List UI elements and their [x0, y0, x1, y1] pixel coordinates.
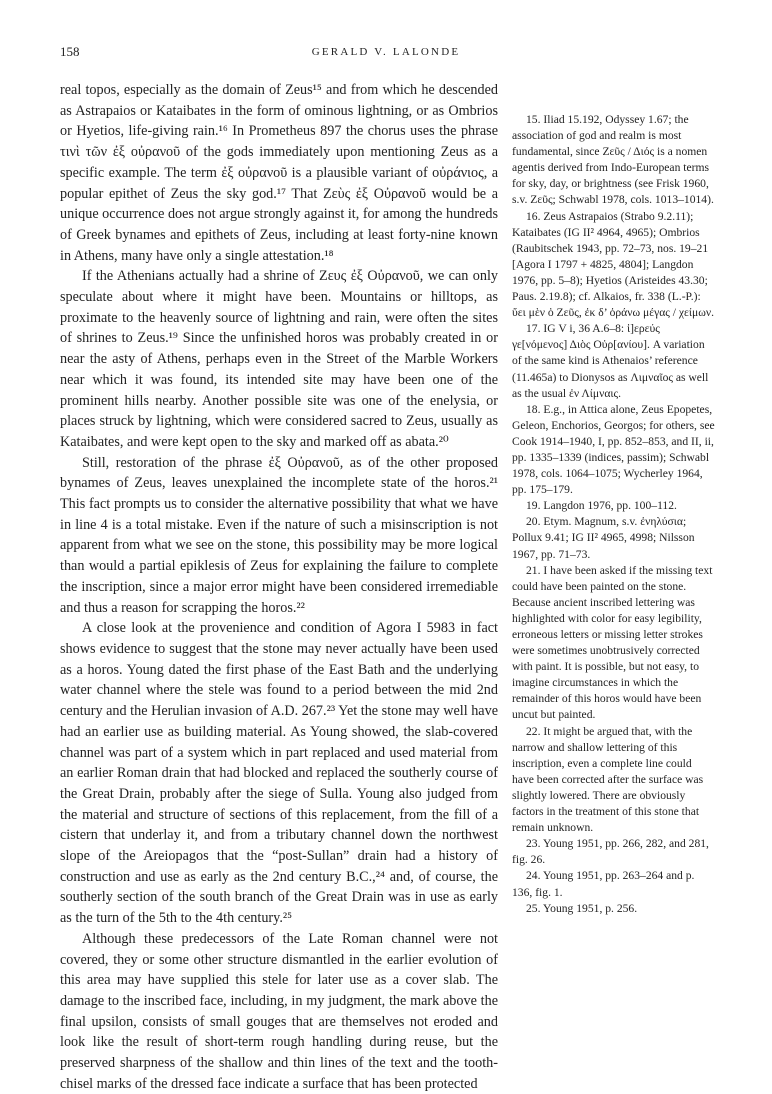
body-paragraph: Although these predecessors of the Late Roman channel were not covered, they or some other structure dismantled in the earlier evolution of this area may have supplied this stele for later use as a cover slab. The damage to the inscribed face, including, in my judgment, the mark above the final upsilon, consists of small gouges that are themselves not eroded and look like the result of short-term rough handling during reuse, but the preserved sharpness of the shallow and thin lines of the text and the tooth-chisel marks of the dressed face indicate a surface that has been protected — [60, 930, 498, 1092]
page-number: 158 — [60, 44, 80, 59]
footnotes-column — [512, 112, 716, 917]
page-header — [60, 44, 712, 64]
footnote-23: 23. Young 1951, pp. 266, 282, and 281, fig. 26. — [512, 837, 709, 867]
body-paragraph: Still, restoration of the phrase ἐξ Οὐρανοῦ, as of the other proposed bynames of Zeus, leaves unexplained the incomplete state of the horos.²¹ This fact prompts us to consider the alternative possibility that what we have in line 4 is a total mistake. Even if the nature of such a misinscription is not apparent from what we see on the stone, this possibility may be more logical than would a partial epiklesis of Zeus for explaining the failure to complete the inscription, since a major error might have been considered irremediable and thus a reason for scrapping the horos.²² — [60, 454, 498, 616]
footnote-21: 21. I have been asked if the missing text could have been painted on the stone. Because ancient inscribed lettering was highlighted with color for easy legibility, erroneous letters or missing letter strokes were sometimes unobtrusively corrected with paint. It is possible, but not easy, to imagine circumstances in which the remainder of this horos would have been uncut but painted. — [512, 563, 713, 722]
footnote-20: 20. Etym. Magnum, s.v. ἐνηλύσια; Pollux 9.41; IG II² 4965, 4998; Nilsson 1967, pp. 71–73. — [512, 515, 695, 561]
footnote-15: 15. Iliad 15.192, Odyssey 1.67; the association of god and realm is most fundamental, since Ζεῦς / Διός is a nomen agentis derived from Indo-European terms for sky, day, or brightness (see Frisk 1960, s.v. Ζεῦς; Schwabl 1978, cols. 1013–1014). — [512, 113, 714, 207]
footnote-19: 19. Langdon 1976, pp. 100–112. — [526, 499, 677, 513]
footnote-22: 22. It might be argued that, with the narrow and shallow lettering of this inscription, even a complete line could have been corrected after the surface was slightly lowered. There are obviously factors in the treatment of this stone that remain unknown. — [512, 724, 704, 835]
footnote-24: 24. Young 1951, pp. 263–264 and p. 136, fig. 1. — [512, 869, 695, 899]
body-paragraph: If the Athenians actually had a shrine of Ζευς ἐξ Οὐρανοῦ, we can only speculate about where it might have been. Mountains or hilltops, as proximate to the heavenly source of lightning and rain, were often the sites of shrines to Zeus.¹⁹ Since the unfinished horos was probably created in or near the asty of Athens, perhaps even in the Street of the Marble Workers near which it was found, its intended site may have been one of the prominent hills nearby. Another possible site was one of the enelysia, or places struck by lightning, which were considered sacred to Zeus, usually as Kataibates, and were kept open to the sky and marked off as abata.²⁰ — [60, 268, 498, 450]
footnote-25: 25. Young 1951, p. 256. — [526, 901, 638, 915]
body-paragraph: real topos, especially as the domain of Zeus¹⁵ and from which he descended as Astrapaios or Kataibates in the form of ominous lightning, or as Ombrios or Hyetios, life-giving rain.¹⁶ In Prometheus 897 the chorus uses the phrase τινὶ τῶν ἐξ οὐρανοῦ of the gods immediately upon mentioning Zeus as a specific example. The term ἐξ οὐρανοῦ is a plausible variant of οὐράνιος, a popular epithet of Zeus the sky god.¹⁷ That Ζεὺς ἐξ Οὐρανοῦ would be a unique occurrence does not argue strongly against it, for among the hundreds of Greek bynames and epithets of Zeus, including at least forty-nine known in Athens, many have only a single attestation.¹⁸ — [60, 82, 498, 264]
body-paragraph: A close look at the provenience and condition of Agora I 5983 in fact shows evidence to suggest that the stone may never actually have been used as a horos. Young dated the first phase of the East Bath and the underlying water channel where the stele was found to a period between the mid 2nd century and the Herulian invasion of A.D. 267.²³ Yet the stone may well have had an earlier use as building material. As Young showed, the slab-covered channel was part of a system which in part replaced and used material from an earlier Roman drain that had blocked and replaced the southerly course of the Great Drain, probably after the siege of Sulla. Young also judged from the material and structure of sections of this replacement, from the fill of a cistern that underlay it, and from a tributary channel down the northwest slope of the Areiopagos that the “post-Sullan” drain had a history of construction and use as early as the 2nd century B.C.,²⁴ and, of course, the southerly section of the south branch of the Great Drain was in use as early as the turn of the 5th to the 4th century.²⁵ — [60, 620, 498, 927]
footnote-18: 18. E.g., in Attica alone, Zeus Epopetes, Geleon, Enchorios, Georgos; for others, see Cook 1914–1940, I, pp. 852–853, and II, ii, pp. 1335–1339 (indices, passim); Schwabl 1978, cols. 1064–1075; Wycherley 1964, pp. 175–179. — [512, 402, 715, 497]
main-text-column — [60, 80, 498, 1094]
running-title: GERALD V. LALONDE — [311, 46, 461, 58]
footnote-17: 17. IG V i, 36 A.6–8: ἱ]ερεύς γε[νόμενος] Διὸς Οὐρ[ανίου]. A variation of the same kind is Athenaios’ reference (11.465a) to Dionysos as Λιμναῖος as well as the usual ἐν Λίμναις. — [512, 322, 709, 400]
footnote-16: 16. Zeus Astrapaios (Strabo 9.2.11); Kataibates (IG II² 4964, 4965); Ombrios (Raubitschek 1943, pp. 72–73, nos. 19–21 [Agora I 1797 + 4825, 4804]; Langdon 1976, pp. 5–8); Hyetios (Aristeides 43.30; Paus. 2.19.8); cf. Alkaios, fr. 338 (L.-P.): ὔει μὲν ὁ Ζεῦς, ἐκ δ’ ὀράνω μέγας / χείμων. — [512, 209, 715, 320]
